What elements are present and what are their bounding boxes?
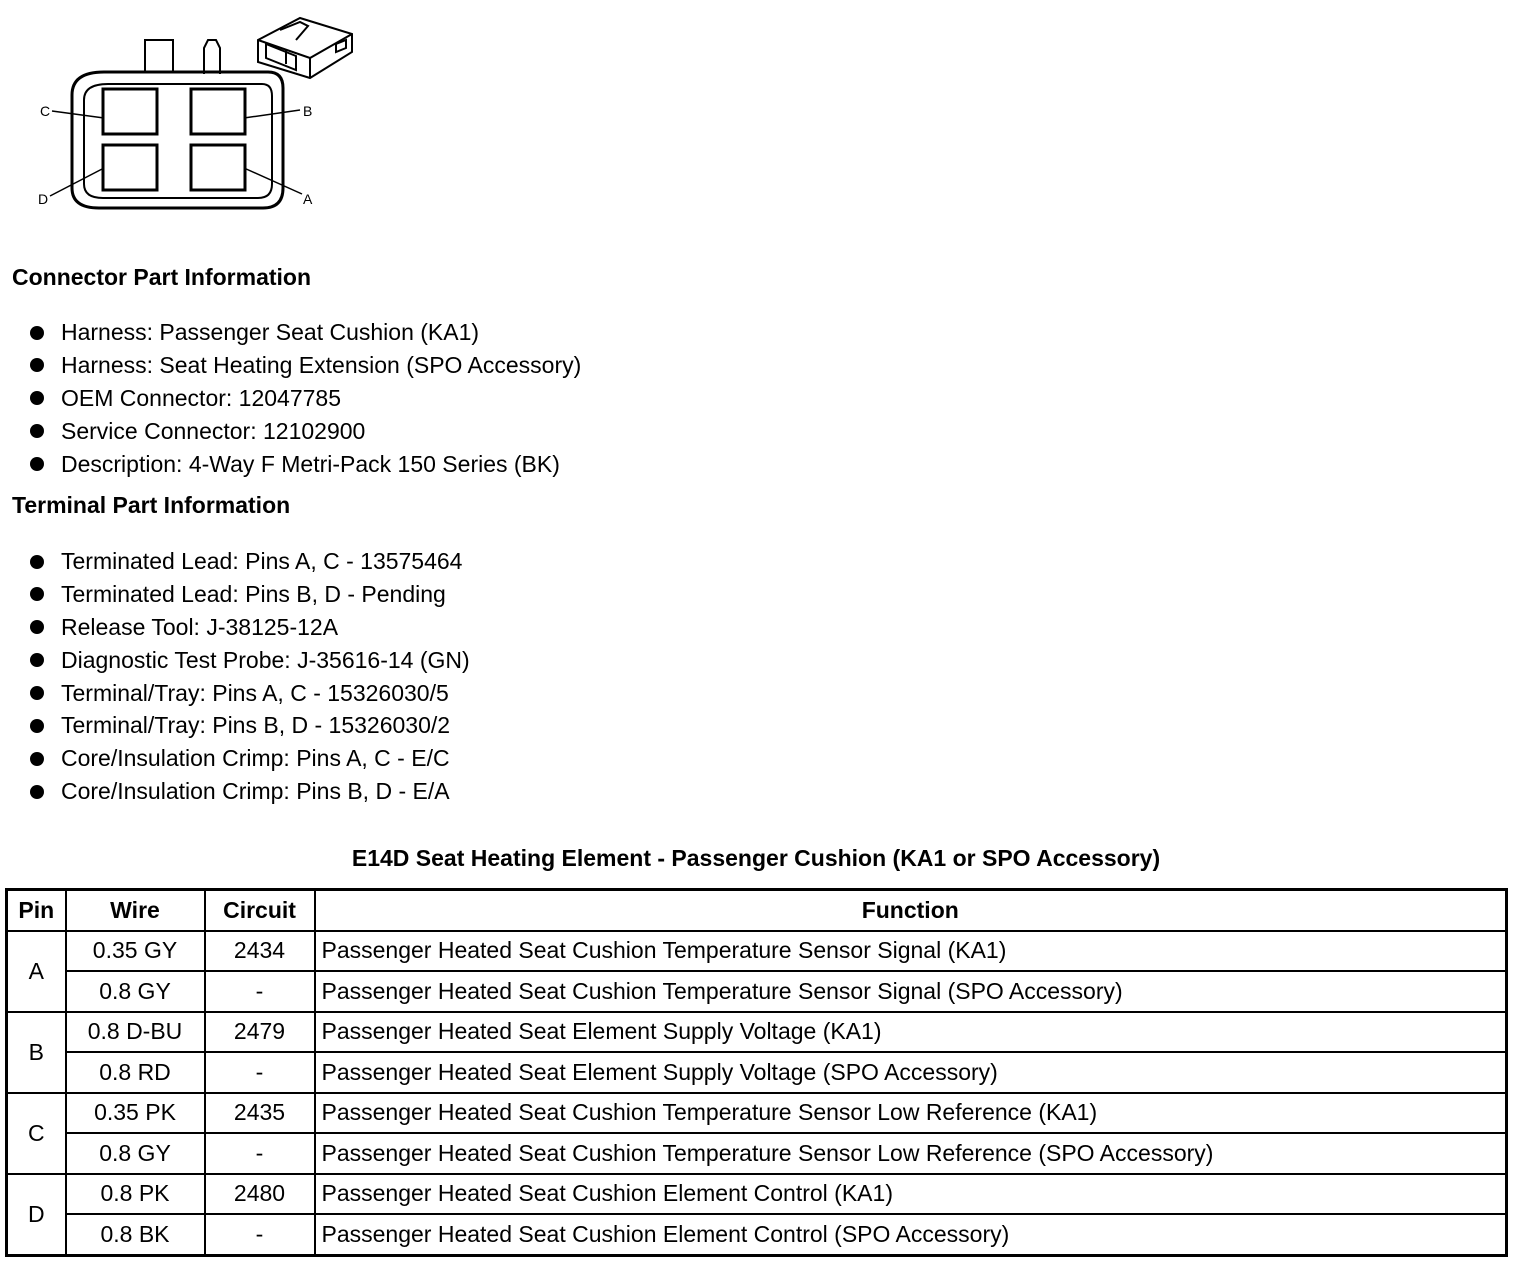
bullet-icon	[30, 587, 44, 601]
pin-cell: B	[7, 1012, 66, 1093]
connector-iso-view	[258, 18, 352, 78]
table-row	[7, 1012, 1507, 1053]
wire-cell: 0.35 GY	[66, 931, 205, 972]
wire-cell: 0.8 BK	[66, 1214, 205, 1255]
wire-cell: 0.8 PK	[66, 1174, 205, 1215]
bullet-icon	[30, 620, 44, 634]
pin-cell: D	[7, 1174, 66, 1256]
bullet-icon	[30, 424, 44, 438]
connector-latch	[145, 40, 173, 72]
cavity-d	[103, 145, 157, 190]
table-row	[7, 931, 1507, 972]
list-item: Terminated Lead: Pins B, D - Pending	[28, 578, 470, 611]
wire-cell: 0.8 D-BU	[66, 1012, 205, 1053]
list-item: Terminal/Tray: Pins B, D - 15326030/2	[28, 709, 470, 742]
wire-cell: 0.8 GY	[66, 971, 205, 1012]
bullet-icon	[30, 785, 44, 799]
table-row	[7, 1093, 1507, 1134]
pin-label-d: D	[38, 191, 49, 207]
cavity-a	[191, 145, 245, 190]
table-header-row	[7, 890, 1507, 931]
circuit-cell: 2480	[205, 1174, 315, 1215]
circuit-cell: 2479	[205, 1012, 315, 1053]
list-item: Terminal/Tray: Pins A, C - 15326030/5	[28, 677, 470, 710]
circuit-cell: 2435	[205, 1093, 315, 1134]
circuit-cell: 2434	[205, 931, 315, 972]
bullet-icon	[30, 457, 44, 471]
list-item: Core/Insulation Crimp: Pins A, C - E/C	[28, 742, 470, 775]
table-row	[7, 1052, 1507, 1093]
pin-label-a: A	[303, 191, 313, 207]
function-cell: Passenger Heated Seat Cushion Temperature Sensor Low Reference (SPO Accessory)	[315, 1133, 1507, 1174]
list-item: Release Tool: J-38125-12A	[28, 611, 470, 644]
list-item: Diagnostic Test Probe: J-35616-14 (GN)	[28, 644, 470, 677]
header-wire: Wire	[66, 890, 205, 931]
terminal-part-list	[28, 545, 470, 808]
header-function: Function	[315, 890, 1507, 931]
pin-label-b: B	[303, 103, 313, 119]
pin-cell: A	[7, 931, 66, 1012]
circuit-cell: -	[205, 1214, 315, 1255]
bullet-icon	[30, 686, 44, 700]
bullet-icon	[30, 358, 44, 372]
connector-diagram	[0, 0, 370, 220]
list-item: Service Connector: 12102900	[28, 415, 581, 448]
connector-part-list	[28, 316, 581, 480]
function-cell: Passenger Heated Seat Element Supply Voltage (SPO Accessory)	[315, 1052, 1507, 1093]
list-item: Terminated Lead: Pins A, C - 13575464	[28, 545, 470, 578]
bullet-icon	[30, 555, 44, 569]
wire-cell: 0.8 RD	[66, 1052, 205, 1093]
function-cell: Passenger Heated Seat Cushion Element Control (KA1)	[315, 1174, 1507, 1215]
pinout-table	[5, 888, 1508, 1257]
pin-cell: C	[7, 1093, 66, 1174]
function-cell: Passenger Heated Seat Cushion Temperature Sensor Signal (SPO Accessory)	[315, 971, 1507, 1012]
list-item: Harness: Seat Heating Extension (SPO Accessory)	[28, 349, 581, 382]
wire-cell: 0.35 PK	[66, 1093, 205, 1134]
list-item: Core/Insulation Crimp: Pins B, D - E/A	[28, 775, 470, 808]
header-pin: Pin	[7, 890, 66, 931]
circuit-cell: -	[205, 971, 315, 1012]
table-row	[7, 1214, 1507, 1255]
table-row	[7, 1174, 1507, 1215]
bullet-icon	[30, 719, 44, 733]
cavity-c	[103, 89, 157, 134]
pin-label-c: C	[40, 103, 51, 119]
function-cell: Passenger Heated Seat Element Supply Voltage (KA1)	[315, 1012, 1507, 1053]
function-cell: Passenger Heated Seat Cushion Element Control (SPO Accessory)	[315, 1214, 1507, 1255]
wire-cell: 0.8 GY	[66, 1133, 205, 1174]
bullet-icon	[30, 752, 44, 766]
bullet-icon	[30, 653, 44, 667]
connector-part-heading: Connector Part Information	[12, 264, 312, 290]
terminal-part-heading: Terminal Part Information	[12, 492, 291, 518]
connector-key	[204, 40, 220, 74]
table-title: E14D Seat Heating Element - Passenger Cushion (KA1 or SPO Accessory)	[351, 845, 1161, 871]
function-cell: Passenger Heated Seat Cushion Temperature Sensor Signal (KA1)	[315, 931, 1507, 972]
bullet-icon	[30, 326, 44, 340]
list-item: Description: 4-Way F Metri-Pack 150 Series (BK)	[28, 448, 581, 481]
circuit-cell: -	[205, 1052, 315, 1093]
list-item: OEM Connector: 12047785	[28, 382, 581, 415]
bullet-icon	[30, 391, 44, 405]
list-item: Harness: Passenger Seat Cushion (KA1)	[28, 316, 581, 349]
table-row	[7, 971, 1507, 1012]
cavity-b	[191, 89, 245, 134]
circuit-cell: -	[205, 1133, 315, 1174]
table-row	[7, 1133, 1507, 1174]
header-circuit: Circuit	[205, 890, 315, 931]
function-cell: Passenger Heated Seat Cushion Temperature Sensor Low Reference (KA1)	[315, 1093, 1507, 1134]
